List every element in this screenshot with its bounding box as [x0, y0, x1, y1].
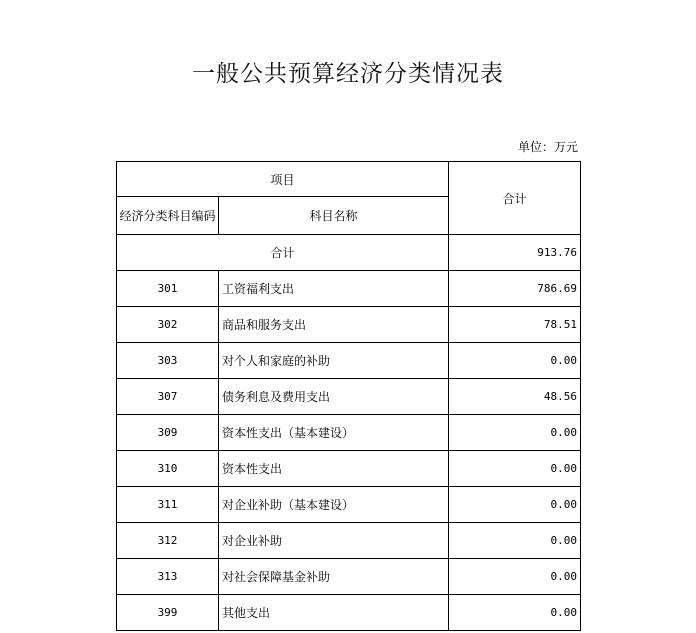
row-value: 786.69 [449, 271, 581, 307]
row-code: 313 [117, 559, 219, 595]
row-value: 0.00 [449, 487, 581, 523]
row-value: 0.00 [449, 343, 581, 379]
table-row [117, 415, 581, 451]
row-value: 48.56 [449, 379, 581, 415]
row-code: 310 [117, 451, 219, 487]
row-value: 0.00 [449, 415, 581, 451]
header-name: 科目名称 [219, 197, 449, 235]
row-code: 311 [117, 487, 219, 523]
row-code: 303 [117, 343, 219, 379]
row-code: 302 [117, 307, 219, 343]
table-row [117, 343, 581, 379]
table-row [117, 595, 581, 631]
row-value: 0.00 [449, 451, 581, 487]
header-row-1 [117, 162, 581, 197]
header-total: 合计 [449, 162, 581, 235]
row-name: 其他支出 [219, 595, 449, 631]
row-name: 资本性支出 [219, 451, 449, 487]
row-value: 78.51 [449, 307, 581, 343]
row-value: 0.00 [449, 523, 581, 559]
row-name: 资本性支出（基本建设） [219, 415, 449, 451]
row-code: 307 [117, 379, 219, 415]
table-row [117, 307, 581, 343]
table-row [117, 559, 581, 595]
row-code: 399 [117, 595, 219, 631]
row-name: 商品和服务支出 [219, 307, 449, 343]
header-code: 经济分类科目编码 [117, 197, 219, 235]
table-row [117, 451, 581, 487]
row-name: 对企业补助（基本建设） [219, 487, 449, 523]
row-code: 309 [117, 415, 219, 451]
classification-table [116, 161, 581, 631]
table-row [117, 487, 581, 523]
table-row [117, 523, 581, 559]
row-value: 0.00 [449, 559, 581, 595]
total-row [117, 235, 581, 271]
row-code: 301 [117, 271, 219, 307]
row-name: 对社会保障基金补助 [219, 559, 449, 595]
row-name: 对企业补助 [219, 523, 449, 559]
row-value: 0.00 [449, 595, 581, 631]
row-code: 312 [117, 523, 219, 559]
row-name: 债务利息及费用支出 [219, 379, 449, 415]
total-value: 913.76 [449, 235, 581, 271]
table-row [117, 271, 581, 307]
row-name: 对个人和家庭的补助 [219, 343, 449, 379]
row-name: 工资福利支出 [219, 271, 449, 307]
page-title: 一般公共预算经济分类情况表 [192, 61, 504, 87]
total-label: 合计 [117, 235, 449, 271]
unit-label: 单位：万元 [517, 140, 578, 154]
header-item: 项目 [117, 162, 449, 197]
table-row [117, 379, 581, 415]
